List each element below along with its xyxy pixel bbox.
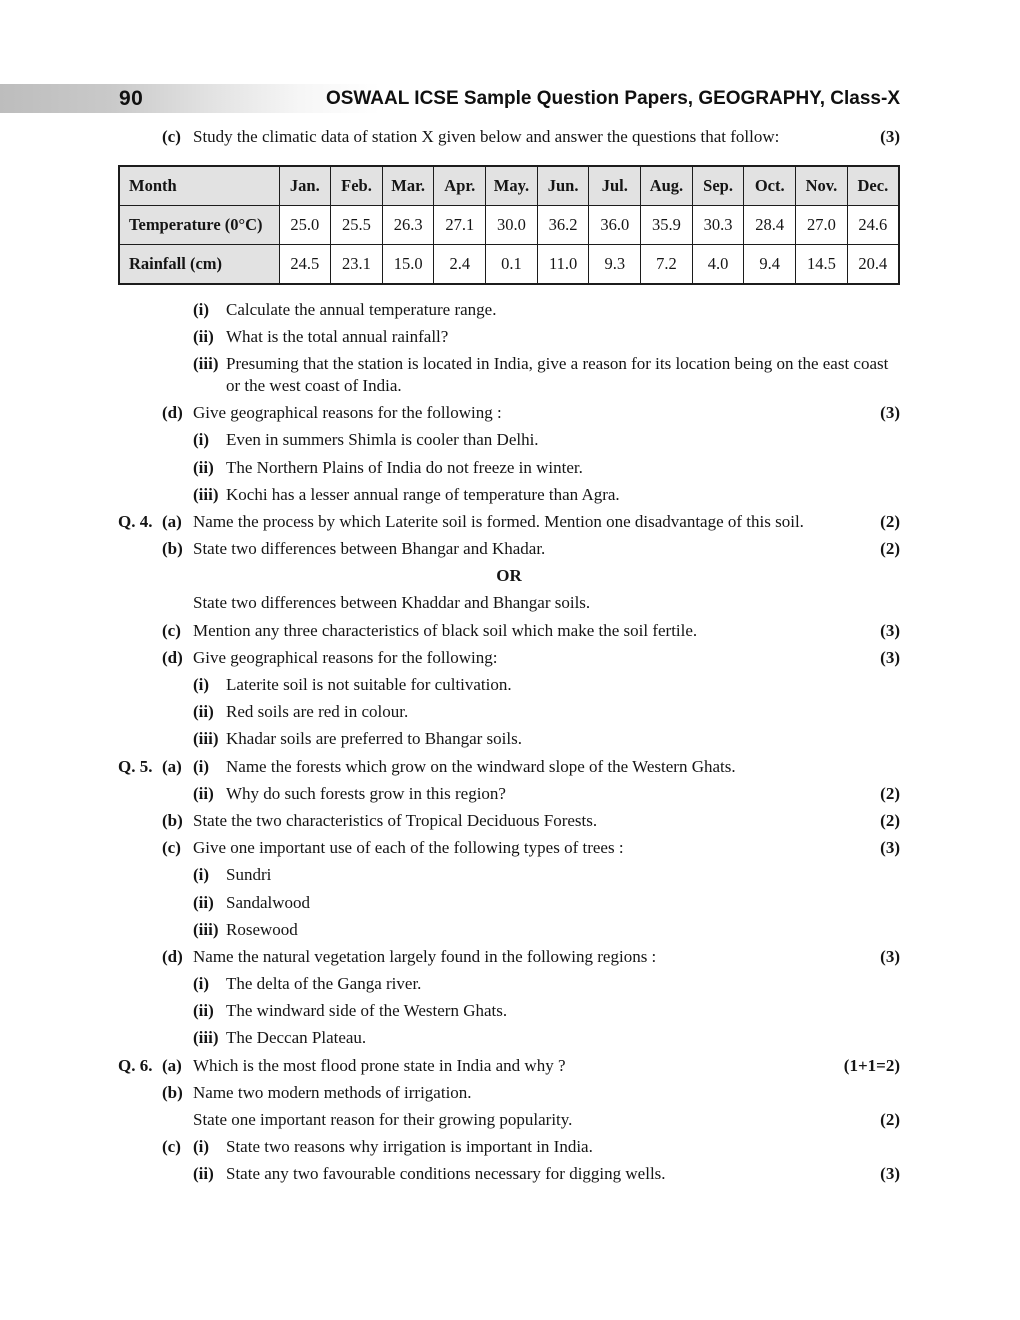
part-label: (c) — [162, 620, 181, 640]
question-line — [118, 399, 900, 426]
sub-label: (iii) — [193, 919, 219, 939]
table-header-cell: Jun. — [537, 166, 589, 206]
part-label: (d) — [162, 647, 183, 667]
question-text: Mention any three characteristics of black soil which make the soil fertile. — [193, 620, 698, 640]
table-cell: 27.1 — [434, 206, 486, 245]
row-label: Temperature (0°C) — [119, 206, 279, 245]
table-row — [119, 245, 899, 285]
table-cell: 26.3 — [382, 206, 434, 245]
table-cell: 24.6 — [847, 206, 899, 245]
question-text: Kochi has a lesser annual range of temperature than Agra. — [226, 484, 620, 504]
sub-label: (ii) — [193, 1164, 214, 1184]
question-number: Q. 4. — [118, 511, 153, 531]
question-text: Give geographical reasons for the following: — [193, 647, 498, 667]
table-cell: 23.1 — [331, 245, 383, 285]
question-text: Name the forests which grow on the windward slope of the Western Ghats. — [226, 756, 736, 776]
question-text: Khadar soils are preferred to Bhangar soils. — [226, 729, 522, 749]
table-cell: 27.0 — [796, 206, 848, 245]
intro-question — [118, 123, 900, 150]
question-text: Sundri — [226, 865, 272, 885]
marks: (2) — [880, 539, 900, 559]
question-text: Sandalwood — [226, 892, 311, 912]
question-text: Which is the most flood prone state in India and why ? — [193, 1055, 566, 1075]
question-line — [118, 997, 900, 1024]
table-cell: 2.4 — [434, 245, 486, 285]
question-text: Name two modern methods of irrigation. — [193, 1082, 472, 1102]
table-header-cell: Apr. — [434, 166, 486, 206]
sub-label: (i) — [193, 675, 210, 695]
table-header-cell: Dec. — [847, 166, 899, 206]
question-line — [118, 481, 900, 508]
or-label: OR — [496, 566, 522, 586]
question-line — [118, 970, 900, 997]
page-title: OSWAAL ICSE Sample Question Papers, GEOGRAPHY, Class-X — [325, 87, 900, 109]
question-line — [118, 1052, 900, 1079]
question-text: State two differences between Khaddar and Bhangar soils. — [193, 593, 591, 613]
question-line — [118, 508, 900, 535]
part-label: (b) — [162, 539, 183, 559]
sub-label: (iii) — [193, 484, 219, 504]
climate-table-wrap — [118, 165, 900, 285]
part-label: (d) — [162, 403, 183, 423]
question-line — [118, 671, 900, 698]
sub-label: (ii) — [193, 457, 214, 477]
table-cell: 24.5 — [279, 245, 331, 285]
sub-label: (i) — [193, 430, 210, 450]
question-text: Name the process by which Laterite soil is formed. Mention one disadvantage of this soil. — [193, 511, 804, 531]
marks: (2) — [880, 783, 900, 803]
table-cell: 25.5 — [331, 206, 383, 245]
question-number: Q. 6. — [118, 1055, 153, 1075]
question-line — [118, 807, 900, 834]
table-header-month: Month — [119, 166, 279, 206]
question-text: State two differences between Bhangar and Khadar. — [193, 539, 546, 559]
sub-label: (iii) — [193, 729, 219, 749]
sub-label: (i) — [193, 865, 210, 885]
table-header-cell: Jul. — [589, 166, 641, 206]
or-separator — [118, 562, 900, 589]
question-paper-content — [118, 123, 900, 1188]
sub-label: (iii) — [193, 354, 219, 374]
table-cell: 35.9 — [641, 206, 693, 245]
sub-label: (i) — [193, 1137, 210, 1157]
question-text: Laterite soil is not suitable for cultivation. — [226, 675, 512, 695]
question-line — [118, 617, 900, 644]
sub-label: (i) — [193, 974, 210, 994]
table-cell: 9.3 — [589, 245, 641, 285]
sub-label: (iii) — [193, 1028, 219, 1048]
table-cell: 25.0 — [279, 206, 331, 245]
page-number: 90 — [119, 86, 144, 110]
table-header-cell: Sep. — [692, 166, 744, 206]
part-label: (a) — [162, 511, 182, 531]
part-label: (d) — [162, 946, 183, 966]
question-text: Give one important use of each of the following types of trees : — [193, 838, 624, 858]
question-line — [118, 1079, 900, 1106]
question-line — [118, 889, 900, 916]
question-line — [118, 1133, 900, 1160]
climate-table — [118, 165, 900, 285]
question-text: Presuming that the station is located in India, give a reason for its location being on the east coast or the west coast of India. — [226, 354, 889, 395]
question-line — [118, 916, 900, 943]
table-cell: 36.2 — [537, 206, 589, 245]
sub-label: (i) — [193, 756, 210, 776]
marks: (2) — [880, 511, 900, 531]
part-label: (b) — [162, 1082, 183, 1102]
table-cell: 9.4 — [744, 245, 796, 285]
table-cell: 20.4 — [847, 245, 899, 285]
question-line — [118, 351, 900, 400]
table-header-cell: Oct. — [744, 166, 796, 206]
question-text: State any two favourable conditions necessary for digging wells. — [226, 1164, 666, 1184]
table-cell: 11.0 — [537, 245, 589, 285]
table-cell: 4.0 — [692, 245, 744, 285]
question-line — [118, 296, 900, 323]
part-label: (c) — [162, 1137, 181, 1157]
row-label: Rainfall (cm) — [119, 245, 279, 285]
sub-label: (ii) — [193, 702, 214, 722]
question-text: State two reasons why irrigation is important in India. — [226, 1137, 593, 1157]
marks: (3) — [880, 647, 900, 667]
table-cell: 28.4 — [744, 206, 796, 245]
part-label: (a) — [162, 1055, 182, 1075]
sub-label: (i) — [193, 299, 210, 319]
table-cell: 30.0 — [486, 206, 538, 245]
marks: (3) — [880, 620, 900, 640]
marks: (2) — [880, 1110, 900, 1130]
marks: (3) — [880, 1164, 900, 1184]
table-cell: 30.3 — [692, 206, 744, 245]
question-text: Even in summers Shimla is cooler than Delhi. — [226, 430, 539, 450]
table-row — [119, 206, 899, 245]
question-line — [118, 427, 900, 454]
marks: (3) — [880, 126, 900, 146]
question-line — [118, 644, 900, 671]
marks: (3) — [880, 946, 900, 966]
marks: (1+1=2) — [843, 1055, 900, 1075]
question-line — [118, 698, 900, 725]
sub-label: (ii) — [193, 1001, 214, 1021]
table-cell: 36.0 — [589, 206, 641, 245]
question-line — [118, 726, 900, 753]
question-line — [118, 862, 900, 889]
question-text: Name the natural vegetation largely found in the following regions : — [193, 946, 657, 966]
question-text: The delta of the Ganga river. — [226, 974, 422, 994]
marks: (3) — [880, 403, 900, 423]
table-header-cell: May. — [486, 166, 538, 206]
part-label: (c) — [162, 126, 181, 146]
question-text: Why do such forests grow in this region? — [226, 783, 506, 803]
question-line — [118, 943, 900, 970]
question-text: Give geographical reasons for the following : — [193, 403, 502, 423]
marks: (3) — [880, 838, 900, 858]
sub-label: (ii) — [193, 892, 214, 912]
question-line — [118, 1106, 900, 1133]
question-number: Q. 5. — [118, 756, 153, 776]
part-label: (a) — [162, 756, 182, 776]
question-text: Study the climatic data of station X given below and answer the questions that follow: — [193, 126, 780, 146]
question-line — [118, 323, 900, 350]
table-cell: 7.2 — [641, 245, 693, 285]
question-text: Calculate the annual temperature range. — [226, 299, 497, 319]
question-text: The windward side of the Western Ghats. — [226, 1001, 508, 1021]
question-line — [118, 753, 900, 780]
marks: (2) — [880, 810, 900, 830]
question-text: The Northern Plains of India do not freeze in winter. — [226, 457, 583, 477]
question-line — [118, 1161, 900, 1188]
part-label: (c) — [162, 838, 181, 858]
question-list — [118, 296, 900, 1188]
table-header-cell: Feb. — [331, 166, 383, 206]
page-header — [0, 84, 1020, 113]
question-line — [118, 454, 900, 481]
question-line — [118, 535, 900, 562]
question-text: Red soils are red in colour. — [226, 702, 409, 722]
sub-label: (ii) — [193, 327, 214, 347]
table-header-cell: Aug. — [641, 166, 693, 206]
question-text: What is the total annual rainfall? — [226, 327, 449, 347]
table-header-cell: Mar. — [382, 166, 434, 206]
part-label: (b) — [162, 810, 183, 830]
question-line — [118, 780, 900, 807]
table-cell: 0.1 — [486, 245, 538, 285]
sub-label: (ii) — [193, 783, 214, 803]
question-line — [118, 1025, 900, 1052]
question-line — [118, 590, 900, 617]
table-header-row — [119, 166, 899, 206]
table-header-cell: Jan. — [279, 166, 331, 206]
question-line — [118, 834, 900, 861]
question-text: Rosewood — [226, 919, 298, 939]
question-text: State one important reason for their growing popularity. — [193, 1110, 573, 1130]
question-text: The Deccan Plateau. — [226, 1028, 367, 1048]
question-line — [118, 123, 900, 150]
table-cell: 14.5 — [796, 245, 848, 285]
table-cell: 15.0 — [382, 245, 434, 285]
question-text: State the two characteristics of Tropical Deciduous Forests. — [193, 810, 598, 830]
table-header-cell: Nov. — [796, 166, 848, 206]
